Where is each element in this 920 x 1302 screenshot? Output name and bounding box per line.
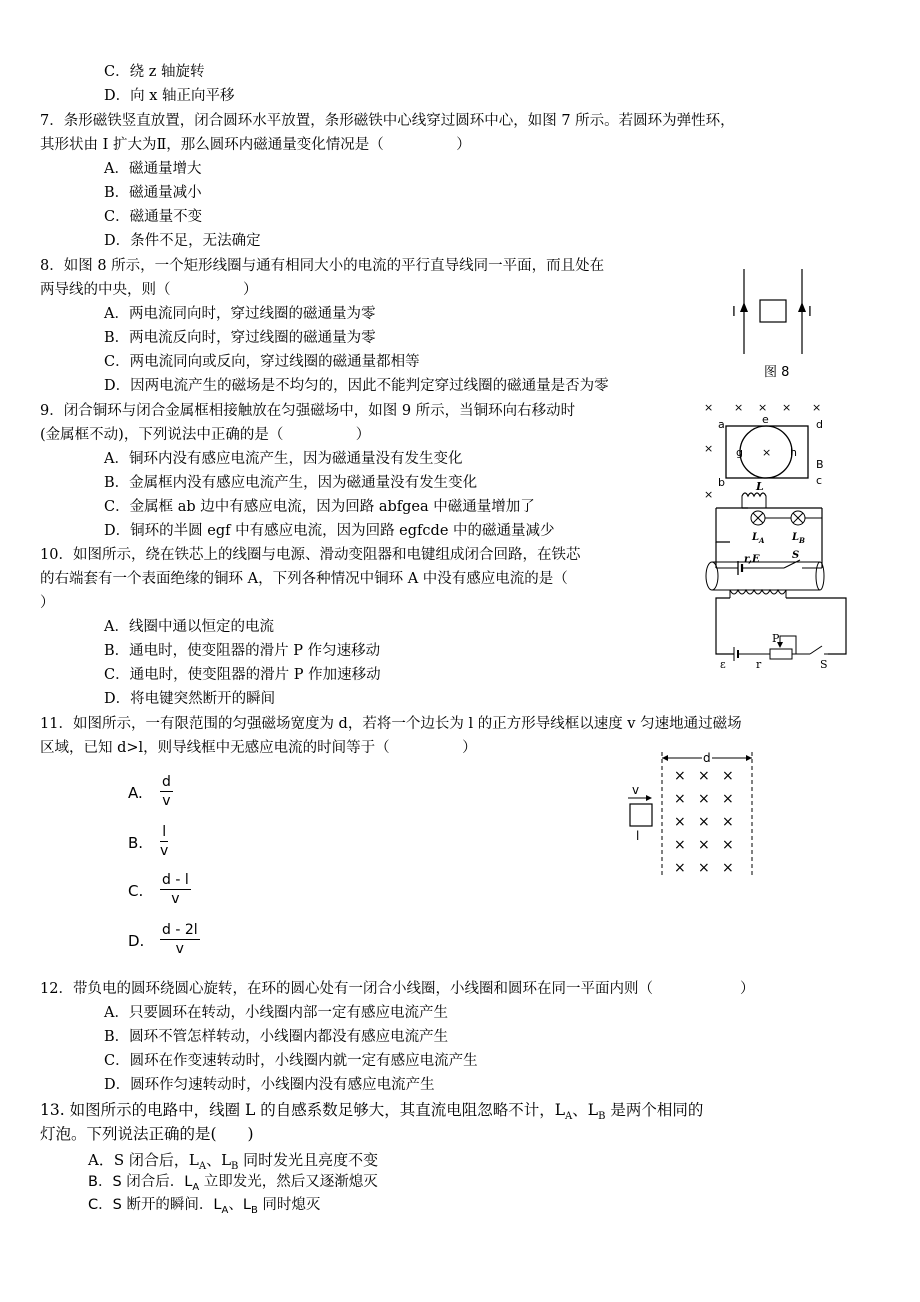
square-frame xyxy=(630,804,652,826)
q7-option-d: D．条件不足，无法确定 xyxy=(104,233,261,249)
q9-option-d: D．铜环的半圆 egf 中有感应电流，因为回路 egfcde 中的磁通量减少 xyxy=(104,523,555,539)
q7-stem-line1: 7．条形磁铁竖直放置，闭合圆环水平放置，条形磁铁中心线穿过圆环中心，如图 7 所示。若圆环为弹性环， xyxy=(40,113,735,129)
label-b: b xyxy=(718,476,725,489)
q10-option-d: D．将电键突然断开的瞬间 xyxy=(104,691,276,707)
svg-text:×: × xyxy=(698,860,710,876)
q9-option-a: A．铜环内没有感应电流产生，因为磁通量没有发生变化 xyxy=(104,451,463,467)
lamp-b-label: $L_B$ xyxy=(792,532,805,545)
q7-option-c: C．磁通量不变 xyxy=(104,209,203,225)
q11-option-d-label: D. xyxy=(128,932,145,950)
copper-ring-a xyxy=(706,562,718,590)
q9-option-c: C．金属框 ab 边中有感应电流，因为回路 abfgea 中磁通量增加了 xyxy=(104,499,535,515)
field-cross: × xyxy=(734,401,744,414)
svg-text:×: × xyxy=(722,768,734,784)
svg-text:×: × xyxy=(698,768,710,784)
q11-option-a-label: A. xyxy=(128,784,143,802)
inductor-label: L xyxy=(756,480,764,493)
iron-core-coil xyxy=(730,590,786,594)
current-right-label: I xyxy=(808,305,812,320)
figure-10-diagram xyxy=(700,558,850,670)
label-a: a xyxy=(718,418,725,431)
q13-option-c: C．S 断开的瞬间．$L_A$、$L_B$ 同时熄灭 xyxy=(88,1197,321,1216)
inductor-coil xyxy=(742,493,766,496)
q11-option-b-label: B. xyxy=(128,834,144,852)
rheostat xyxy=(770,649,792,659)
q8-option-a: A．两电流同向时，穿过线圈的磁通量为零 xyxy=(104,306,376,322)
q7-stem-line2: 其形状由 I 扩大为Ⅱ，那么圆环内磁通量变化情况是（ ） xyxy=(40,137,471,153)
figure-11-diagram xyxy=(618,746,768,880)
figure-8-label: 图 8 xyxy=(764,365,790,380)
q11-option-a-fraction: $\frac{d}{v}$ xyxy=(162,774,171,809)
q11-option-c-label: C. xyxy=(128,882,144,900)
label-c: c xyxy=(816,474,823,487)
coil-rect xyxy=(760,300,786,322)
q10-option-a: A．线圈中通以恒定的电流 xyxy=(104,619,274,635)
current-left-label: I xyxy=(732,305,736,320)
field-cross: × xyxy=(782,401,792,414)
switch-s-label: S xyxy=(820,658,828,670)
label-B: B xyxy=(816,458,824,471)
q13-stem-line2: 灯泡。下列说法正确的是( ) xyxy=(40,1125,254,1143)
svg-text:×: × xyxy=(722,837,734,853)
q6-option-d: D．向 x 轴正向平移 xyxy=(104,88,235,104)
key-s xyxy=(810,646,822,654)
q12-option-a: A．只要圆环在转动，小线圈内部一定有感应电流产生 xyxy=(104,1005,448,1021)
switch-label: S xyxy=(792,550,800,561)
q7-option-a: A．磁通量增大 xyxy=(104,161,202,177)
q12-stem: 12．带负电的圆环绕圆心旋转，在环的圆心处有一闭合小线圈，小线圈和圆环在同一平面内则（ ） xyxy=(40,981,755,997)
q12-option-d: D．圆环作匀速转动时，小线圈内没有感应电流产生 xyxy=(104,1077,435,1093)
svg-text:×: × xyxy=(674,837,686,853)
svg-text:×: × xyxy=(674,860,686,876)
q6-option-c: C．绕 z 轴旋转 xyxy=(104,64,205,80)
slider-p-label: P xyxy=(772,632,780,645)
width-d-label: d xyxy=(703,751,711,765)
q12-option-b: B．圆环不管怎样转动，小线圈内都没有感应电流产生 xyxy=(104,1029,449,1045)
q8-option-c: C．两电流同向或反向，穿过线圈的磁通量都相等 xyxy=(104,354,420,370)
svg-text:×: × xyxy=(722,860,734,876)
field-cross: × xyxy=(812,401,822,414)
label-h: h xyxy=(790,446,797,459)
magnetic-field-crosses xyxy=(674,768,734,876)
field-cross: × xyxy=(762,446,772,459)
q8-stem-line1: 8．如图 8 所示，一个矩形线圈与通有相同大小的电流的平行直导线同一平面，而且处在 xyxy=(40,258,605,274)
svg-text:×: × xyxy=(674,814,686,830)
q11-stem-line2: 区域，已知 d>l，则导线框中无感应电流的时间等于（ ） xyxy=(40,740,477,756)
field-cross: × xyxy=(704,488,714,500)
svg-text:×: × xyxy=(698,837,710,853)
q10-stem-line1: 10．如图所示，绕在铁芯上的线圈与电源、滑动变阻器和电键组成闭合回路，在铁芯 xyxy=(40,547,581,563)
lamp-a-label: $L_A$ xyxy=(752,532,765,545)
r-label: r xyxy=(756,658,762,670)
side-l-label: l xyxy=(636,829,640,843)
field-cross: × xyxy=(704,442,714,455)
label-e: e xyxy=(762,413,769,426)
q11-stem-line1: 11．如图所示，一有限范围的匀强磁场宽度为 d，若将一个边长为 l 的正方形导线框以速度 v 匀速地通过磁场 xyxy=(40,716,742,732)
q9-stem-line1: 9．闭合铜环与闭合金属框相接触放在匀强磁场中，如图 9 所示，当铜环向右移动时 xyxy=(40,403,576,419)
velocity-label: v xyxy=(632,783,640,797)
q7-option-b: B．磁通量减小 xyxy=(104,185,202,201)
field-cross: × xyxy=(758,401,768,414)
q10-option-b: B．通电时，使变阻器的滑片 P 作匀速移动 xyxy=(104,643,381,659)
svg-text:×: × xyxy=(722,791,734,807)
q12-option-c: C．圆环在作变速转动时，小线圈内就一定有感应电流产生 xyxy=(104,1053,478,1069)
field-cross: × xyxy=(704,401,714,414)
q11-option-b-fraction: $\frac{l}{v}$ xyxy=(160,824,169,859)
label-g: g xyxy=(736,446,743,459)
q10-stem-line2: 的右端套有一个表面绝缘的铜环 A，下列各种情况中铜环 A 中没有感应电流的是（ xyxy=(40,571,568,587)
q9-stem-line2: (金属框不动)，下列说法中正确的是（ ） xyxy=(40,427,371,443)
figure-8-diagram xyxy=(730,264,820,384)
label-d: d xyxy=(816,418,823,431)
svg-text:×: × xyxy=(698,791,710,807)
q8-option-b: B．两电流反向时，穿过线圈的磁通量为零 xyxy=(104,330,376,346)
q13-option-a: A．S 闭合后，$L_A$、$L_B$ 同时发光且亮度不变 xyxy=(88,1151,379,1172)
svg-text:×: × xyxy=(674,768,686,784)
battery-label: r,E xyxy=(744,554,760,565)
q11-option-c-fraction: $\frac{d - l}{v}$ xyxy=(162,872,189,907)
svg-text:×: × xyxy=(674,791,686,807)
q13-stem-line1: 13. 如图所示的电路中，线圈 L 的自感系数足够大，其直流电阻忽略不计，$L_A$、$L_B$ 是两个相同的 xyxy=(40,1101,704,1123)
svg-text:×: × xyxy=(698,814,710,830)
q8-stem-line2: 两导线的中央，则（ ） xyxy=(40,282,258,298)
q13-option-b: B．S 闭合后．$L_A$ 立即发光，然后又逐渐熄灭 xyxy=(88,1174,378,1193)
q10-stem-line3: ） xyxy=(40,595,55,611)
emf-label: ε xyxy=(720,658,726,670)
q8-option-d: D．因两电流产生的磁场是不均匀的，因此不能判定穿过线圈的磁通量是否为零 xyxy=(104,378,609,394)
q9-option-b: B．金属框内没有感应电流产生，因为磁通量没有发生变化 xyxy=(104,475,478,491)
q11-option-d-fraction: $\frac{d - 2l}{v}$ xyxy=(162,922,198,957)
q10-option-c: C．通电时，使变阻器的滑片 P 作加速移动 xyxy=(104,667,381,683)
svg-text:×: × xyxy=(722,814,734,830)
